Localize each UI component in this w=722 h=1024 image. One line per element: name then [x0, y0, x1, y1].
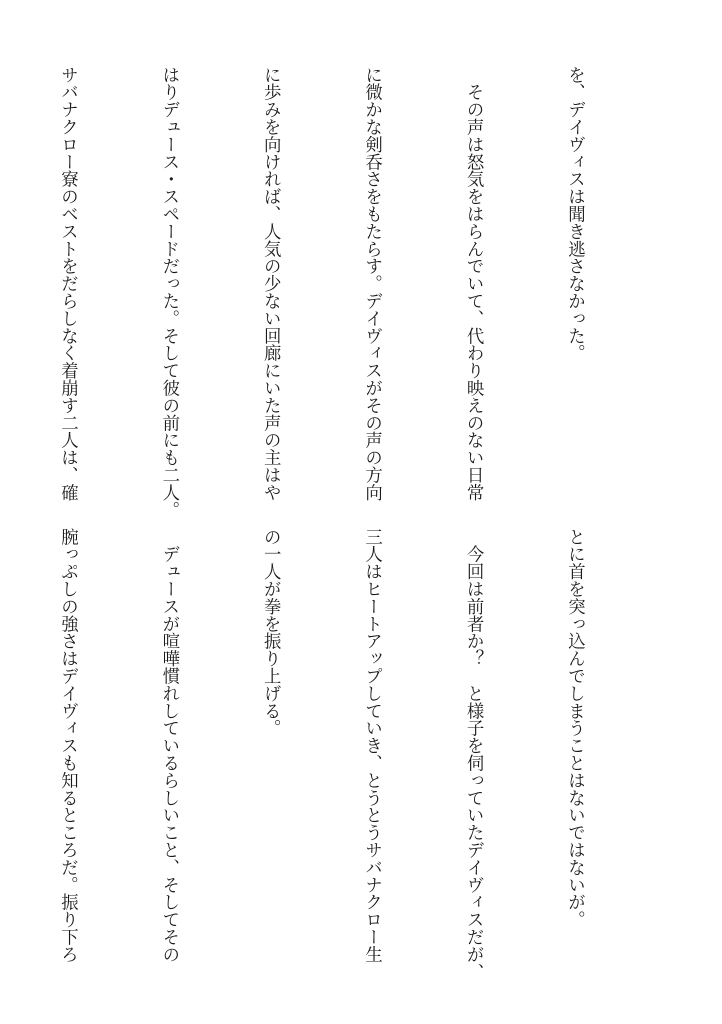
text-line: 今回は前者か？ と様子を伺っていたデイヴィスだが、: [463, 528, 484, 981]
text-line: に微かな剣呑さをもたらす。デイヴィスがその声の方向: [361, 66, 382, 501]
text-line: 三人はヒートアップしていき、とうとうサバナクロー生: [361, 528, 382, 963]
text-line: を、デイヴィスは聞き逃さなかった。: [564, 66, 585, 362]
text-line: デュースが喧嘩慣れしているらしいこと、そしてその: [158, 528, 179, 963]
text-line: その声は怒気をはらんでいて、代わり映えのない日常: [463, 66, 484, 501]
text-line: とに首を突っ込んでしまうことはないではないが。: [564, 528, 585, 929]
text-line: 腕っぷしの強さはデイヴィスも知るところだ。振り下ろ: [57, 528, 78, 963]
text-line: サバナクロー寮のベストをだらしなく着崩す二人は、確: [57, 66, 78, 501]
text-line: はりデュース・スペードだった。そして彼の前にも二人。: [158, 66, 179, 519]
top-text-block: [0, 66, 658, 519]
text-line: に歩みを向ければ、人気の少ない回廊にいた声の主はや: [260, 66, 281, 501]
bottom-text-block: [0, 528, 658, 981]
text-line: の一人が拳を振り上げる。: [260, 528, 281, 737]
